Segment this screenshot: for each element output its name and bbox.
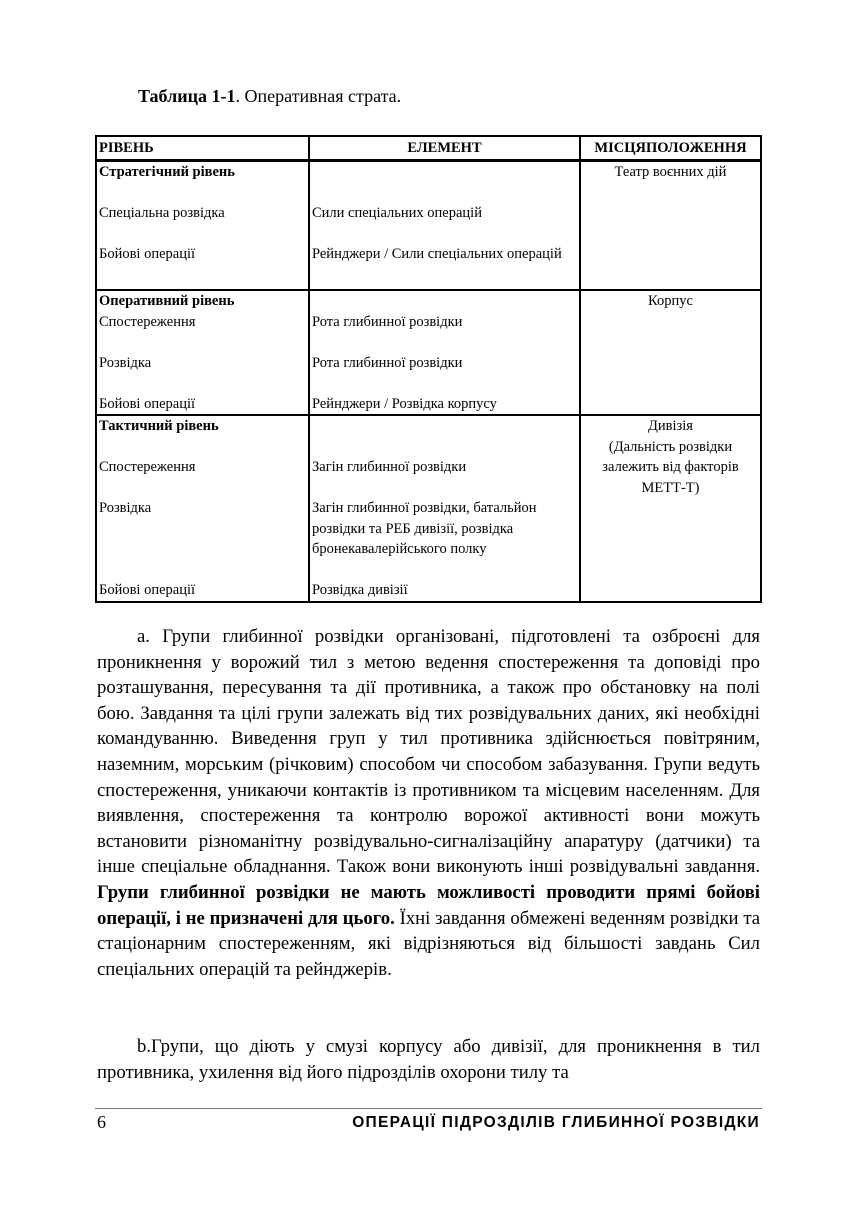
- operational-task: Бойові операції: [99, 395, 196, 412]
- paragraph-a-start: a. Групи глибинної розвідки організовані, підготовлені та озброєні для проникнення у ворожий тил з метою ведення спостереження та доповіді про розташування, пересування та дії противника, а також про обстановку на полі бою. Завдання та цілі групи залежать від тих розвідувальних даних, які необхідні командуванню. Виведення груп у тил противника здійснюється повітряним, наземним, морським (річковим) способом чи способом забазування. Групи ведуть спостереження, уникаючи контактів із противником та місцевим населенням. Для виявлення, спостереження та контролю ворожої активності вони можуть встановити різноманітну розвідувально-сигналізаційну апаратуру (датчики) та інше спеціальне обладнання. Також вони виконують інші розвідувальні завдання.: [97, 626, 760, 878]
- operational-elements-cell: [309, 290, 580, 415]
- header-element: ЕЛЕМЕНТ: [309, 136, 580, 161]
- strategic-element: Сили спеціальних операцій: [312, 205, 482, 221]
- running-head: ОПЕРАЦІЇ ПІДРОЗДІЛІВ ГЛИБИННОЇ РОЗВІДКИ: [352, 1114, 760, 1131]
- tactical-location-note: (Дальність розвідки залежить від факторів МЕТТ-Т): [602, 438, 739, 496]
- tactical-task: Розвідка: [99, 500, 152, 516]
- operational-element: Рота глибинної розвідки: [312, 354, 463, 371]
- tactical-location: [580, 415, 761, 602]
- strategic-task: Бойові операції: [99, 246, 196, 262]
- strategic-task: Спеціальна розвідка: [99, 205, 225, 221]
- tactical-location-title: Дивізія: [648, 418, 693, 434]
- paragraph-a-bold: Групи глибинної розвідки не мають можливості проводити прямі бойові операції, і не призначені для цього.: [97, 881, 760, 929]
- table-row-strategic: [96, 161, 761, 291]
- operational-location: Корпус: [580, 290, 761, 415]
- operational-task: Розвідка: [99, 354, 152, 371]
- footer-divider: [95, 1108, 762, 1109]
- paragraph-b: [97, 1034, 760, 1085]
- tactical-element: Розвідка дивізії: [312, 582, 408, 598]
- table-caption-text: . Оперативная страта.: [235, 86, 402, 106]
- strategic-tasks-cell: [96, 161, 309, 291]
- table-row-tactical: [96, 415, 761, 602]
- tactical-element: Загін глибинної розвідки, батальйон розвідки та РЕБ дивізії, розвідка бронекавалерійського полку: [312, 500, 537, 557]
- paragraph-b-text: b.Групи, що діють у смузі корпусу або дивізії, для проникнення в тил противника, ухилення від його підрозділів охорони тилу та: [97, 1036, 760, 1083]
- operational-element: Рейнджери / Розвідка корпусу: [312, 395, 497, 412]
- table-row-operational: [96, 290, 761, 415]
- strategic-level-title: Стратегічний рівень: [99, 164, 235, 180]
- operational-task: Спостереження: [99, 313, 196, 330]
- operational-element: Рота глибинної розвідки: [312, 313, 463, 330]
- paragraph-a-end: Їхні завдання обмежені веденням розвідки та стаціонарним спостереженням, які відрізняються від більшості завдань Сил спеціальних операцій та рейнджерів.: [97, 907, 761, 980]
- strata-table: [95, 135, 762, 603]
- strategic-elements-cell: [309, 161, 580, 291]
- tactical-element: Загін глибинної розвідки: [312, 459, 467, 475]
- strategic-element: Рейнджери / Сили спеціальних операцій: [312, 246, 562, 262]
- table-caption-label: Таблица 1-1: [138, 86, 236, 106]
- operational-level-title: Оперативний рівень: [99, 293, 235, 309]
- table-header-row: [96, 136, 761, 161]
- page-number: 6: [97, 1112, 106, 1132]
- table-caption: [138, 86, 401, 107]
- header-location: МІСЦЯПОЛОЖЕННЯ: [580, 136, 761, 161]
- tactical-task: Бойові операції: [99, 582, 196, 598]
- operational-tasks-cell: [96, 290, 309, 415]
- tactical-tasks-cell: [96, 415, 309, 602]
- strategic-location: Театр воєнних дій: [580, 161, 761, 291]
- tactical-level-title: Тактичний рівень: [99, 418, 219, 434]
- tactical-elements-cell: [309, 415, 580, 602]
- header-level: РІВЕНЬ: [96, 136, 309, 161]
- paragraph-a: [97, 624, 760, 982]
- tactical-task: Спостереження: [99, 459, 196, 475]
